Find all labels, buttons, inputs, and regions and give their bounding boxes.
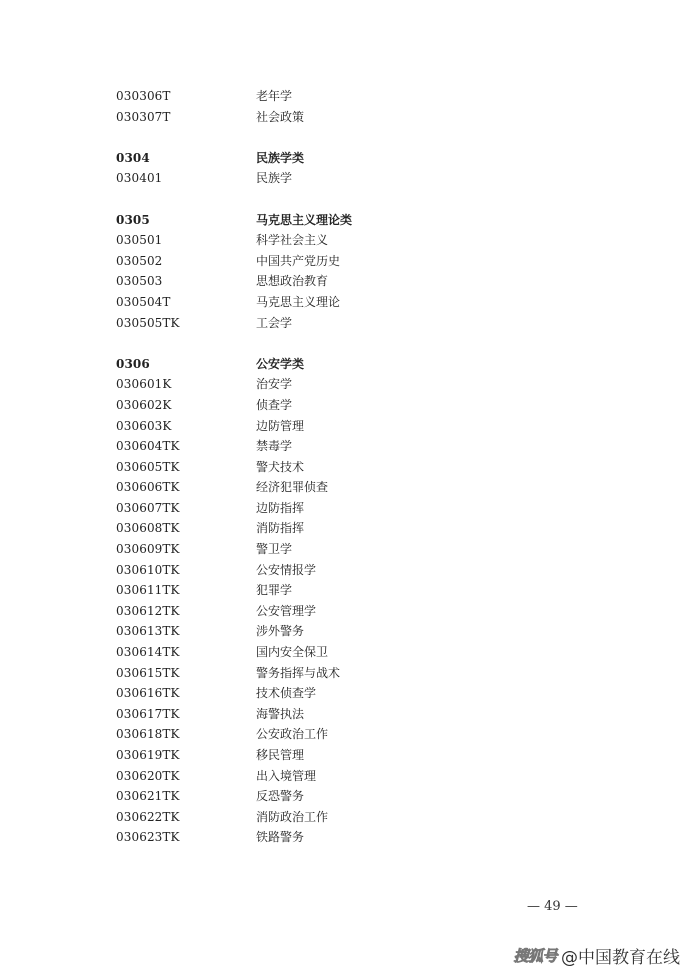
major-name: 边防管理 bbox=[256, 418, 305, 433]
major-code: 030617TK bbox=[116, 706, 180, 721]
major-code: 030603K bbox=[116, 418, 172, 433]
major-code: 030501 bbox=[116, 233, 163, 248]
major-row bbox=[116, 745, 616, 766]
major-name: 技术侦查学 bbox=[256, 686, 317, 701]
major-code: 030607TK bbox=[116, 500, 180, 515]
major-name: 社会政策 bbox=[256, 109, 305, 124]
major-code: 030623TK bbox=[116, 830, 180, 845]
major-row bbox=[116, 539, 616, 560]
major-code: 030601K bbox=[116, 377, 172, 392]
major-code: 030606TK bbox=[116, 480, 180, 495]
major-row bbox=[116, 292, 616, 313]
major-name: 犯罪学 bbox=[256, 583, 293, 598]
major-name: 禁毒学 bbox=[256, 439, 293, 454]
major-name: 海警执法 bbox=[256, 706, 305, 721]
major-name: 涉外警务 bbox=[256, 624, 305, 639]
major-code: 030306T bbox=[116, 89, 171, 103]
major-name: 警犬技术 bbox=[256, 459, 305, 474]
major-name: 侦查学 bbox=[256, 397, 293, 412]
major-name: 出入境管理 bbox=[256, 768, 317, 783]
major-name: 公安情报学 bbox=[256, 562, 317, 577]
watermark-brand: 搜狐号 bbox=[513, 947, 557, 965]
section-spacer bbox=[116, 333, 616, 354]
major-row bbox=[116, 230, 616, 251]
major-row bbox=[116, 395, 616, 416]
major-name: 反恐警务 bbox=[256, 789, 305, 804]
major-code: 030616TK bbox=[116, 686, 180, 701]
major-code: 030610TK bbox=[116, 562, 180, 577]
major-code: 030504T bbox=[116, 294, 171, 309]
major-name: 老年学 bbox=[256, 89, 293, 103]
major-row bbox=[116, 642, 616, 663]
major-name: 马克思主义理论 bbox=[256, 294, 341, 309]
major-row bbox=[116, 168, 616, 189]
watermark-handle: @中国教育在线 bbox=[561, 948, 680, 968]
major-code: 030612TK bbox=[116, 603, 180, 618]
major-code: 030608TK bbox=[116, 521, 180, 536]
major-row bbox=[116, 498, 616, 519]
major-row bbox=[116, 271, 616, 292]
major-name: 治安学 bbox=[256, 377, 293, 392]
major-code: 030502 bbox=[116, 253, 163, 268]
major-name: 国内安全保卫 bbox=[256, 645, 329, 660]
major-name: 科学社会主义 bbox=[256, 233, 329, 248]
category-code: 0306 bbox=[116, 356, 150, 371]
section-spacer bbox=[116, 127, 616, 148]
major-row bbox=[116, 683, 616, 704]
major-code: 030621TK bbox=[116, 789, 180, 804]
major-row bbox=[116, 436, 616, 457]
major-code: 030609TK bbox=[116, 542, 180, 557]
category-row bbox=[116, 354, 616, 375]
major-code: 030622TK bbox=[116, 809, 180, 824]
major-name: 民族学 bbox=[256, 171, 293, 186]
major-code: 030620TK bbox=[116, 768, 180, 783]
major-row bbox=[116, 786, 616, 807]
major-name: 消防政治工作 bbox=[256, 809, 329, 824]
major-name: 警务指挥与战术 bbox=[256, 665, 341, 680]
major-code: 030307T bbox=[116, 109, 171, 124]
major-name: 公安管理学 bbox=[256, 603, 317, 618]
category-row bbox=[116, 210, 616, 231]
major-row bbox=[116, 374, 616, 395]
major-code: 030619TK bbox=[116, 748, 180, 762]
major-name: 经济犯罪侦查 bbox=[256, 480, 329, 495]
category-name: 公安学类 bbox=[256, 356, 305, 371]
major-code: 030611TK bbox=[116, 583, 180, 598]
major-row bbox=[116, 416, 616, 437]
major-row bbox=[116, 457, 616, 478]
major-name: 公安政治工作 bbox=[256, 727, 329, 742]
major-row bbox=[116, 518, 616, 539]
major-row bbox=[116, 807, 616, 828]
major-code: 030401 bbox=[116, 171, 163, 186]
major-code: 030503 bbox=[116, 274, 163, 289]
major-row bbox=[116, 86, 616, 107]
major-code: 030604TK bbox=[116, 439, 180, 454]
major-row bbox=[116, 827, 616, 848]
major-code: 030618TK bbox=[116, 727, 180, 742]
major-catalog-list bbox=[116, 86, 616, 848]
category-code: 0305 bbox=[116, 212, 150, 227]
major-code: 030613TK bbox=[116, 624, 180, 639]
category-row bbox=[116, 148, 616, 169]
major-row bbox=[116, 704, 616, 725]
category-code: 0304 bbox=[116, 150, 150, 165]
major-row bbox=[116, 601, 616, 622]
major-row bbox=[116, 560, 616, 581]
major-name: 工会学 bbox=[256, 315, 293, 330]
category-name: 民族学类 bbox=[256, 150, 305, 165]
major-code: 030615TK bbox=[116, 665, 180, 680]
category-name: 马克思主义理论类 bbox=[256, 212, 353, 227]
major-name: 边防指挥 bbox=[256, 500, 305, 515]
watermark bbox=[513, 943, 680, 968]
major-row bbox=[116, 477, 616, 498]
major-row bbox=[116, 621, 616, 642]
major-row bbox=[116, 724, 616, 745]
major-row bbox=[116, 580, 616, 601]
major-name: 移民管理 bbox=[256, 748, 305, 762]
major-name: 警卫学 bbox=[256, 542, 293, 557]
major-code: 030605TK bbox=[116, 459, 180, 474]
major-code: 030505TK bbox=[116, 315, 180, 330]
major-name: 铁路警务 bbox=[256, 830, 305, 845]
major-name: 消防指挥 bbox=[256, 521, 305, 536]
major-row bbox=[116, 766, 616, 787]
major-row bbox=[116, 313, 616, 334]
major-name: 中国共产党历史 bbox=[256, 253, 341, 268]
page-number: — 49 — bbox=[527, 899, 578, 914]
major-row bbox=[116, 663, 616, 684]
major-row bbox=[116, 107, 616, 128]
section-spacer bbox=[116, 189, 616, 210]
major-name: 思想政治教育 bbox=[256, 274, 329, 289]
major-code: 030602K bbox=[116, 397, 172, 412]
major-row bbox=[116, 251, 616, 272]
major-code: 030614TK bbox=[116, 645, 180, 660]
